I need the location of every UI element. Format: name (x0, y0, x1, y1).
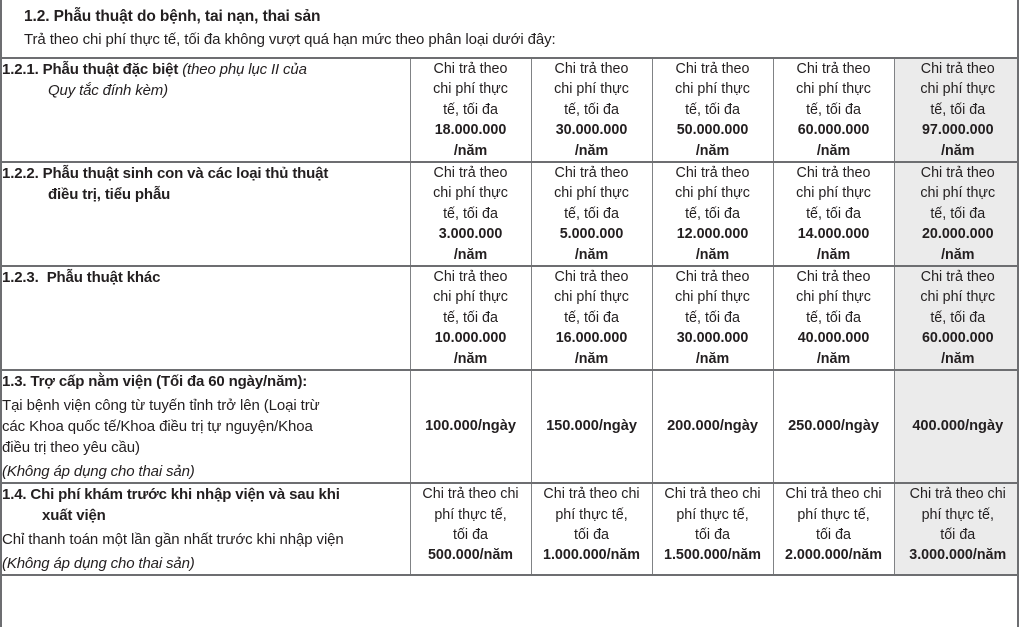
value-cell (531, 370, 652, 483)
value-line-3: tế, tối đa (930, 309, 986, 326)
table-row (2, 162, 1019, 266)
value-line-2: chi phí thực (796, 185, 871, 202)
value-line-1: Chi trả theo (796, 165, 871, 182)
intro-block (2, 0, 1017, 59)
table-row (2, 370, 1019, 483)
value-line-1: Chi trả theo (433, 269, 508, 286)
value-amount: 18.000.000 (434, 122, 507, 139)
value-line-1: Chi trả theo (675, 269, 750, 286)
value-line-3: tối đa (453, 526, 488, 543)
value-unit: /năm (941, 246, 975, 263)
value-unit: /năm (695, 246, 730, 263)
value-line-1: Chi trả theo (554, 61, 629, 77)
value-unit: /năm (941, 350, 975, 367)
value-cell (773, 370, 894, 483)
value-unit: /năm (453, 142, 488, 159)
value-line-3: tế, tối đa (806, 205, 861, 222)
value-line-2: chi phí thực (554, 185, 629, 202)
value-amount: 1.500.000/năm (664, 547, 761, 564)
row-label-1-4 (2, 483, 410, 575)
value-amount: 2.000.000/năm (785, 547, 882, 564)
value-unit: /năm (695, 350, 730, 367)
value-unit: /năm (695, 142, 730, 159)
value-unit: /năm (453, 246, 488, 263)
intro-subtitle: Trả theo chi phí thực tế, tối đa không vượt quá hạn mức theo phân loại dưới đây: (24, 31, 556, 48)
value-cell (773, 162, 894, 266)
value-line-2: chi phí thực (675, 185, 750, 202)
value-line-2: chi phí thực (433, 185, 508, 202)
value-line-2: phí thực tế, (434, 506, 507, 523)
value-line-2: phí thực tế, (676, 506, 749, 523)
value-line-2: phí thực tế, (797, 506, 870, 523)
row-heading-line-2: xuất viện (42, 507, 106, 525)
value-unit: /năm (574, 142, 609, 159)
row-heading-line-1: 1.4. Chi phí khám trước khi nhập viện và sau khi (2, 486, 340, 504)
value-line-2: chi phí thực (920, 81, 996, 98)
value-amount: 50.000.000 (676, 122, 749, 139)
row-title-note: (theo phụ lục II của (182, 61, 307, 78)
value-cell (410, 59, 531, 162)
value-line-1: Chi trả theo (920, 269, 995, 286)
value-amount: 500.000/năm (427, 547, 514, 564)
value-line-1: Chi trả theo chi (785, 486, 882, 503)
value-amount: 100.000/ngày (425, 418, 516, 435)
value-cell-highlighted (894, 266, 1019, 370)
value-line-1: Chi trả theo (796, 269, 871, 286)
value-line-3: tế, tối đa (930, 205, 986, 222)
value-amount: 5.000.000 (559, 226, 624, 243)
value-unit: /năm (453, 350, 488, 367)
row-title: Phẫu thuật đặc biệt (42, 61, 179, 78)
value-amount: 30.000.000 (555, 122, 628, 139)
value-amount: 97.000.000 (921, 122, 994, 139)
value-line-1: Chi trả theo chi (422, 486, 519, 503)
row-body-line-3: điều trị theo yêu cầu) (2, 439, 140, 457)
value-line-1: Chi trả theo chi (543, 486, 640, 503)
row-heading: 1.3. Trợ cấp nằm viện (Tối đa 60 ngày/năm): (2, 373, 308, 391)
row-title-line-2: điều trị, tiểu phẫu (48, 186, 171, 204)
value-cell (531, 483, 652, 575)
value-unit: /năm (816, 142, 851, 159)
benefits-table (2, 59, 1019, 576)
value-amount: 14.000.000 (797, 226, 870, 243)
value-cell (531, 59, 652, 162)
table-row (2, 59, 1019, 162)
row-number: 1.2.3. (2, 269, 39, 287)
value-amount: 60.000.000 (921, 330, 994, 347)
value-unit: /năm (574, 246, 609, 263)
value-line-2: chi phí thực (675, 289, 750, 306)
value-cell-highlighted (894, 370, 1019, 483)
value-amount: 40.000.000 (797, 330, 870, 347)
value-line-2: chi phí thực (920, 289, 996, 306)
value-cell (410, 266, 531, 370)
value-line-2: chi phí thực (796, 81, 871, 98)
value-line-3: tế, tối đa (443, 309, 498, 326)
value-line-3: tế, tối đa (564, 101, 619, 118)
value-line-2: chi phí thực (796, 289, 871, 306)
value-line-1: Chi trả theo (920, 61, 995, 77)
value-amount: 400.000/ngày (912, 418, 1004, 435)
value-amount: 16.000.000 (555, 330, 628, 347)
value-line-1: Chi trả theo (554, 165, 629, 182)
value-amount: 250.000/ngày (788, 418, 879, 435)
value-line-2: phí thực tế, (921, 506, 994, 523)
value-cell (773, 59, 894, 162)
value-line-2: chi phí thực (433, 289, 508, 306)
value-line-3: tế, tối đa (806, 309, 861, 326)
value-line-1: Chi trả theo (554, 269, 629, 286)
row-number: 1.2.2. (2, 165, 39, 183)
value-unit: /năm (941, 142, 975, 159)
value-line-3: tối đa (816, 526, 851, 543)
value-cell (652, 370, 773, 483)
value-cell (531, 162, 652, 266)
value-line-3: tế, tối đa (564, 205, 619, 222)
value-line-3: tế, tối đa (443, 205, 498, 222)
value-cell (773, 483, 894, 575)
value-line-1: Chi trả theo (433, 61, 508, 77)
value-amount: 3.000.000 (438, 226, 503, 243)
value-line-3: tối đa (940, 526, 976, 543)
page-title: 1.2. Phẫu thuật do bệnh, tai nạn, thai sản (24, 8, 321, 25)
row-body (2, 392, 410, 458)
value-cell (410, 162, 531, 266)
row-note: (Không áp dụng cho thai sản) (2, 463, 195, 481)
value-amount: 3.000.000/năm (909, 547, 1007, 564)
value-line-3: tế, tối đa (685, 309, 740, 326)
value-cell (773, 266, 894, 370)
value-amount: 12.000.000 (676, 226, 749, 243)
row-body-line-2: các Khoa quốc tế/Khoa điều trị tự nguyện/Khoa (2, 418, 313, 436)
row-title-note-2: Quy tắc đính kèm) (48, 82, 168, 99)
value-line-1: Chi trả theo (675, 165, 750, 182)
value-cell (531, 266, 652, 370)
row-label-1-2-2 (2, 162, 410, 266)
value-line-1: Chi trả theo chi (909, 486, 1006, 503)
value-amount: 10.000.000 (434, 330, 507, 347)
value-line-3: tối đa (574, 526, 609, 543)
value-amount: 30.000.000 (676, 330, 749, 347)
value-line-1: Chi trả theo (796, 61, 871, 77)
row-title: Phẫu thuật sinh con và các loại thủ thuật (42, 165, 329, 183)
row-label-1-2-3 (2, 266, 410, 370)
value-line-3: tế, tối đa (685, 101, 740, 118)
value-cell (652, 266, 773, 370)
value-unit: /năm (816, 246, 851, 263)
row-body (2, 526, 410, 550)
value-cell (652, 162, 773, 266)
table-row (2, 266, 1019, 370)
value-amount: 150.000/ngày (546, 418, 637, 435)
value-cell-highlighted (894, 59, 1019, 162)
row-label-1-2-1 (2, 59, 410, 162)
value-unit: /năm (574, 350, 609, 367)
row-note: (Không áp dụng cho thai sản) (2, 555, 195, 573)
value-unit: /năm (816, 350, 851, 367)
value-cell (410, 370, 531, 483)
value-line-2: chi phí thực (554, 81, 629, 98)
row-title: Phẫu thuật khác (46, 269, 161, 287)
value-amount: 200.000/ngày (667, 418, 758, 435)
value-line-3: tế, tối đa (443, 101, 498, 118)
value-line-1: Chi trả theo chi (664, 486, 761, 503)
value-line-2: chi phí thực (433, 81, 508, 98)
row-label-1-3 (2, 370, 410, 483)
value-line-2: chi phí thực (554, 289, 629, 306)
value-line-1: Chi trả theo (920, 165, 995, 182)
value-cell (652, 483, 773, 575)
value-line-1: Chi trả theo (433, 165, 508, 182)
value-cell (652, 59, 773, 162)
value-cell-highlighted (894, 483, 1019, 575)
row-body-line-1: Tại bệnh viện công từ tuyến tỉnh trở lên (Loại trừ (2, 397, 320, 415)
value-line-3: tế, tối đa (806, 101, 861, 118)
value-amount: 1.000.000/năm (543, 547, 640, 564)
row-number: 1.2.1. (2, 61, 39, 78)
value-amount: 20.000.000 (921, 226, 994, 243)
table-row (2, 483, 1019, 575)
value-cell (410, 483, 531, 575)
value-line-3: tế, tối đa (685, 205, 740, 222)
value-line-2: chi phí thực (675, 81, 750, 98)
value-line-3: tế, tối đa (930, 101, 986, 118)
value-line-2: phí thực tế, (555, 506, 628, 523)
value-line-2: chi phí thực (920, 185, 996, 202)
value-cell-highlighted (894, 162, 1019, 266)
row-body-line-1: Chỉ thanh toán một lần gần nhất trước khi nhập viện (2, 531, 344, 549)
value-line-1: Chi trả theo (675, 61, 750, 77)
row-heading (2, 484, 410, 526)
value-line-3: tối đa (695, 526, 730, 543)
value-amount: 60.000.000 (797, 122, 870, 139)
value-line-3: tế, tối đa (564, 309, 619, 326)
